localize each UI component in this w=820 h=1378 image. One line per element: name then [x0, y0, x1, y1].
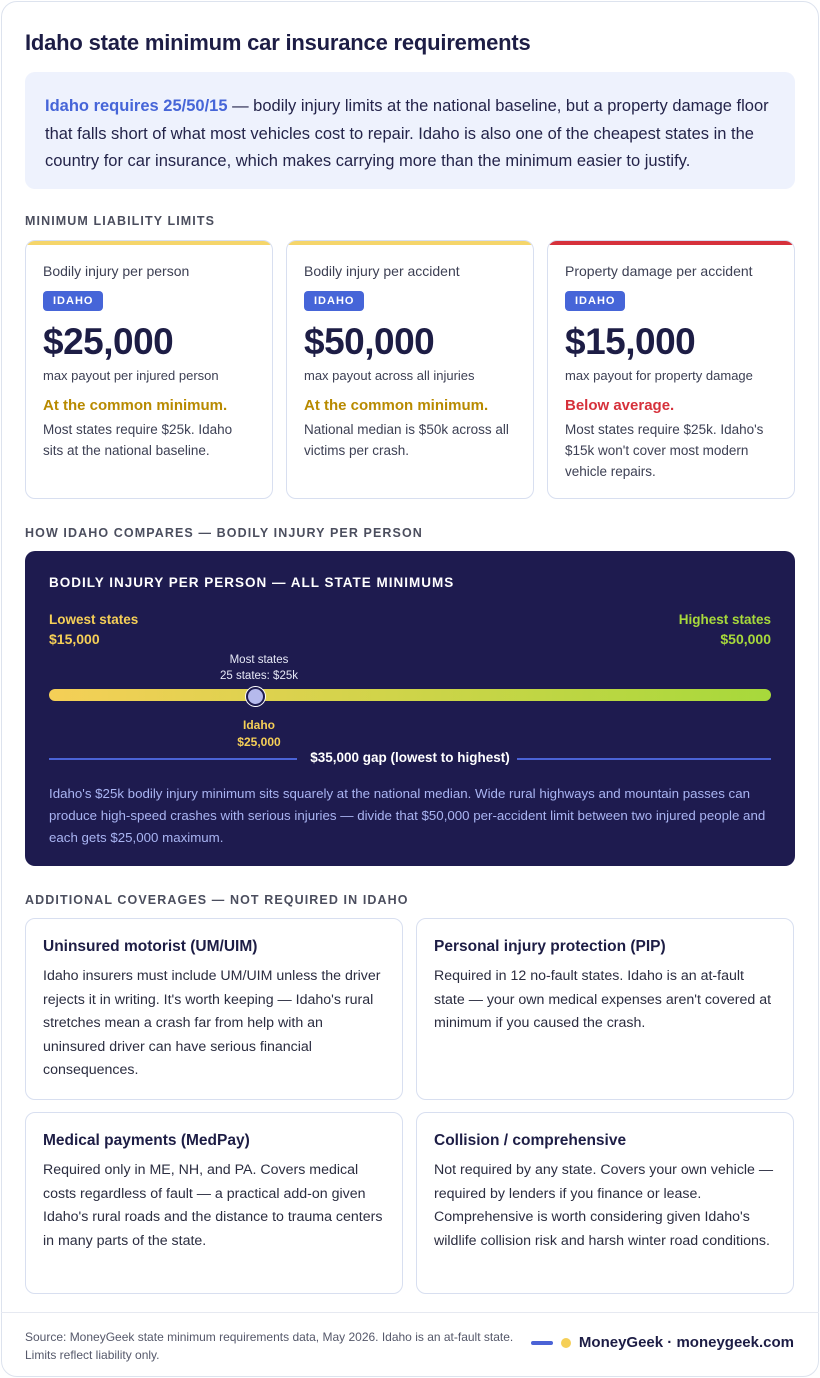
comparison-note: Idaho's $25k bodily injury minimum sits squarely at the national median. Wide rural highways and mountain passes can produce high-speed crashes with serious injuries — divide that $50,000 per-accident limit between two injured people and each gets $25,000 maximum.	[49, 786, 766, 845]
range-track	[49, 689, 771, 701]
limit-card-property-damage	[547, 240, 795, 499]
state-badge: IDAHO	[565, 291, 625, 311]
limit-amount: $50,000	[304, 321, 435, 362]
limit-amount: $25,000	[43, 321, 174, 362]
limit-verdict: Below average.	[565, 397, 675, 414]
limit-description: Most states require $25k. Idaho's $15k won't cover most modern vehicle repairs.	[565, 422, 764, 479]
lowest-states-value: $15,000	[49, 631, 100, 647]
limit-verdict: At the common minimum.	[43, 397, 228, 414]
lowest-states-label: Lowest states	[49, 612, 139, 627]
brand-bar-icon	[531, 1341, 553, 1345]
limit-subtext: max payout across all injuries	[304, 368, 475, 383]
limit-subtext: max payout per injured person	[43, 368, 219, 383]
most-states-line1: Most states	[229, 654, 289, 666]
intro-body: — bodily injury limits at the national baseline, but a property damage floor that falls short of what most vehicles cost to repair. Idaho is also one of the cheapest states in the country for car insurance, which makes carrying more than the minimum easier to justify.	[45, 97, 769, 170]
coverage-card-uninsured-motorist	[25, 918, 403, 1100]
state-badge: IDAHO	[304, 291, 364, 311]
coverage-title: Personal injury protection (PIP)	[434, 938, 666, 955]
coverage-card-medpay	[25, 1112, 403, 1294]
card-accent-bar	[287, 241, 533, 245]
limit-label: Property damage per accident	[565, 263, 753, 279]
coverage-title: Uninsured motorist (UM/UIM)	[43, 938, 258, 955]
limit-label: Bodily injury per accident	[304, 263, 460, 279]
limit-card-bi-person	[25, 240, 273, 499]
gap-label: $35,000 gap (lowest to highest)	[310, 750, 510, 765]
page-title: Idaho state minimum car insurance requirements	[25, 30, 531, 55]
coverage-description: Idaho insurers must include UM/UIM unless the driver rejects it in writing. It's worth keeping — Idaho's rural stretches mean a crash far from help with an uninsured driver can have serious financial consequences.	[43, 968, 381, 1078]
limit-subtext: max payout for property damage	[565, 368, 753, 383]
highest-states-label: Highest states	[678, 612, 771, 627]
section-label-additional: ADDITIONAL COVERAGES — NOT REQUIRED IN IDAHO	[25, 893, 409, 907]
comparison-title: BODILY INJURY PER PERSON — ALL STATE MINIMUMS	[49, 575, 455, 590]
card-accent-bar	[26, 241, 272, 245]
section-label-compare: HOW IDAHO COMPARES — BODILY INJURY PER PERSON	[25, 526, 423, 540]
most-states-annotation	[209, 652, 309, 684]
limit-label: Bodily injury per person	[43, 263, 190, 279]
idaho-value: $25,000	[237, 735, 281, 749]
coverage-title: Medical payments (MedPay)	[43, 1132, 250, 1149]
idaho-marker	[246, 687, 265, 706]
most-states-line2: 25 states: $25k	[220, 670, 298, 682]
coverage-title: Collision / comprehensive	[434, 1132, 627, 1149]
idaho-annotation	[209, 717, 309, 751]
comparison-panel	[25, 551, 795, 866]
limit-amount: $15,000	[565, 321, 696, 362]
coverage-description: Not required by any state. Covers your own vehicle — required by lenders if you finance or lease. Comprehensive is worth considering given Idaho's wildlife collision risk and harsh winter road conditions.	[434, 1162, 774, 1249]
limit-verdict: At the common minimum.	[304, 397, 489, 414]
intro-callout	[25, 72, 795, 189]
brand-logo	[531, 1334, 794, 1351]
idaho-label: Idaho	[243, 718, 275, 732]
coverage-card-pip	[416, 918, 794, 1100]
footer-divider	[1, 1312, 819, 1313]
coverage-description: Required only in ME, NH, and PA. Covers medical costs regardless of fault — a practical add-on given Idaho's rural roads and the distance to trauma centers in many parts of the state.	[43, 1162, 383, 1249]
limit-description: Most states require $25k. Idaho sits at the national baseline.	[43, 422, 233, 458]
highest-states-value: $50,000	[720, 631, 771, 647]
intro-lead: Idaho requires 25/50/15	[45, 97, 228, 115]
coverage-description: Required in 12 no-fault states. Idaho is an at-fault state — your own medical expenses aren't covered at minimum if you caused the crash.	[434, 968, 772, 1031]
limit-card-bi-accident	[286, 240, 534, 499]
section-label-limits: MINIMUM LIABILITY LIMITS	[25, 214, 216, 228]
state-badge: IDAHO	[43, 291, 103, 311]
card-accent-bar	[548, 241, 794, 245]
coverage-card-collision-comprehensive	[416, 1112, 794, 1294]
limit-description: National median is $50k across all victims per crash.	[304, 422, 509, 458]
source-note: Source: MoneyGeek state minimum requirements data, May 2026. Idaho is an at-fault state. Limits reflect liability only.	[25, 1330, 514, 1362]
brand-text: MoneyGeek · moneygeek.com	[578, 1334, 794, 1351]
brand-dot-icon	[561, 1338, 571, 1348]
